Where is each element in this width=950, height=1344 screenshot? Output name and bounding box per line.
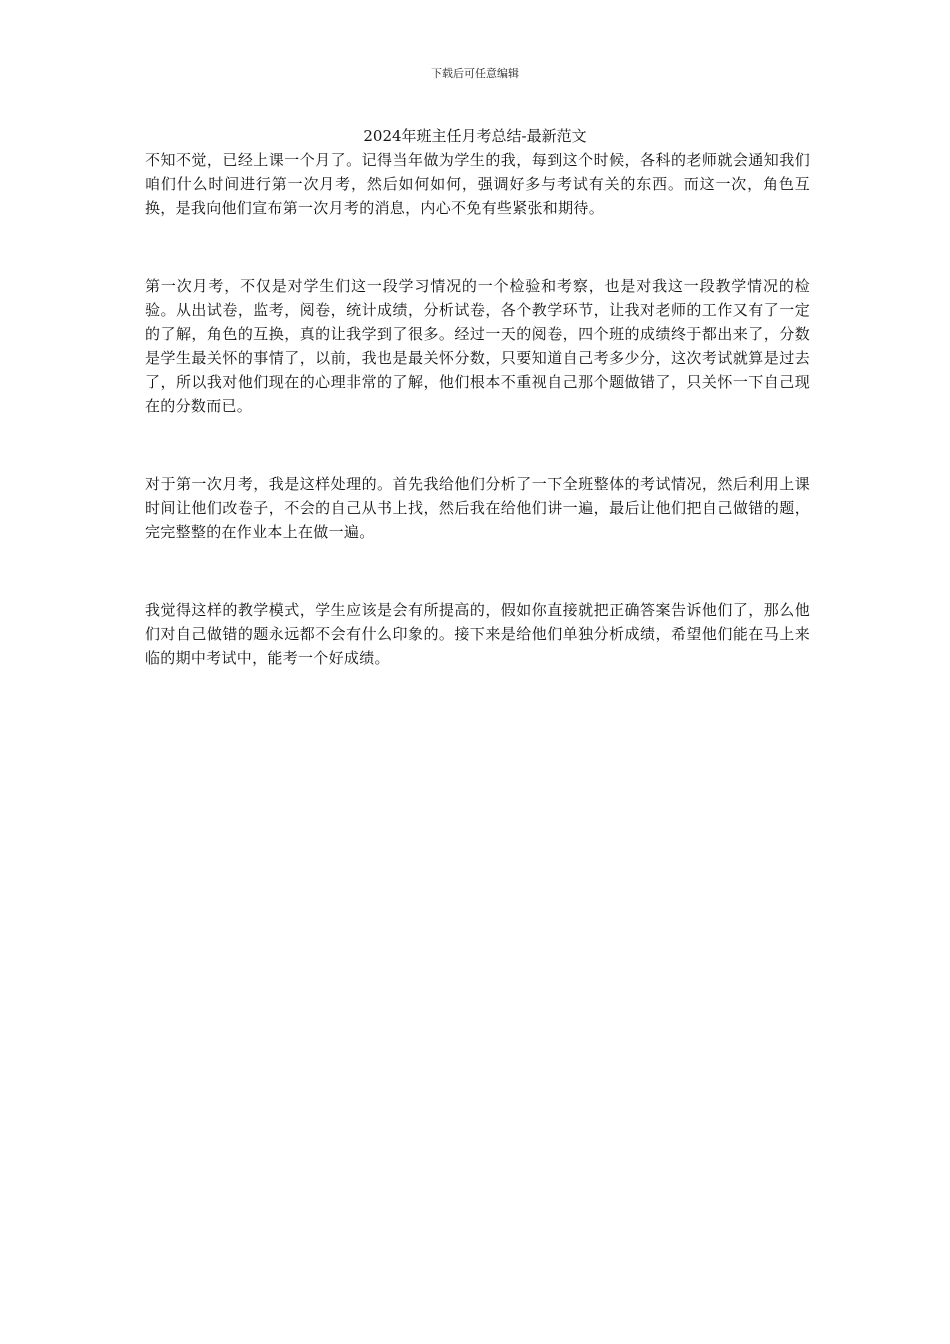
document-title: 2024年班主任月考总结-最新范文	[363, 127, 587, 145]
paragraph-1: 不知不觉，已经上课一个月了。记得当年做为学生的我，每到这个时候，各科的老师就会通知我们咱们什么时间进行第一次月考，然后如何如何，强调好多与考试有关的东西。而这一次，角色互换，是我向他们宣布第一次月考的消息，内心不免有些紧张和期待。	[145, 151, 810, 217]
paragraph-4: 我觉得这样的教学模式，学生应该是会有所提高的，假如你直接就把正确答案告诉他们了，那么他们对自己做错的题永远都不会有什么印象的。接下来是给他们单独分析成绩，希望他们能在马上来临的期中考试中，能考一个好成绩。	[145, 601, 810, 667]
header-note: 下载后可任意编辑	[431, 67, 519, 80]
paragraph-3: 对于第一次月考，我是这样处理的。首先我给他们分析了一下全班整体的考试情况，然后利用上课时间让他们改卷子，不会的自己从书上找，然后我在给他们讲一遍，最后让他们把自己做错的题，完完整整的在作业本上在做一遍。	[145, 475, 810, 541]
document-body	[145, 148, 810, 670]
paragraph-2: 第一次月考，不仅是对学生们这一段学习情况的一个检验和考察，也是对我这一段教学情况的检验。从出试卷，监考，阅卷，统计成绩，分析试卷，各个教学环节，让我对老师的工作又有了一定的了解，角色的互换，真的让我学到了很多。经过一天的阅卷，四个班的成绩终于都出来了，分数是学生最关怀的事情了，以前，我也是最关怀分数，只要知道自己考多少分，这次考试就算是过去了，所以我对他们现在的心理非常的了解，他们根本不重视自己那个题做错了，只关怀一下自己现在的分数而已。	[145, 277, 810, 415]
